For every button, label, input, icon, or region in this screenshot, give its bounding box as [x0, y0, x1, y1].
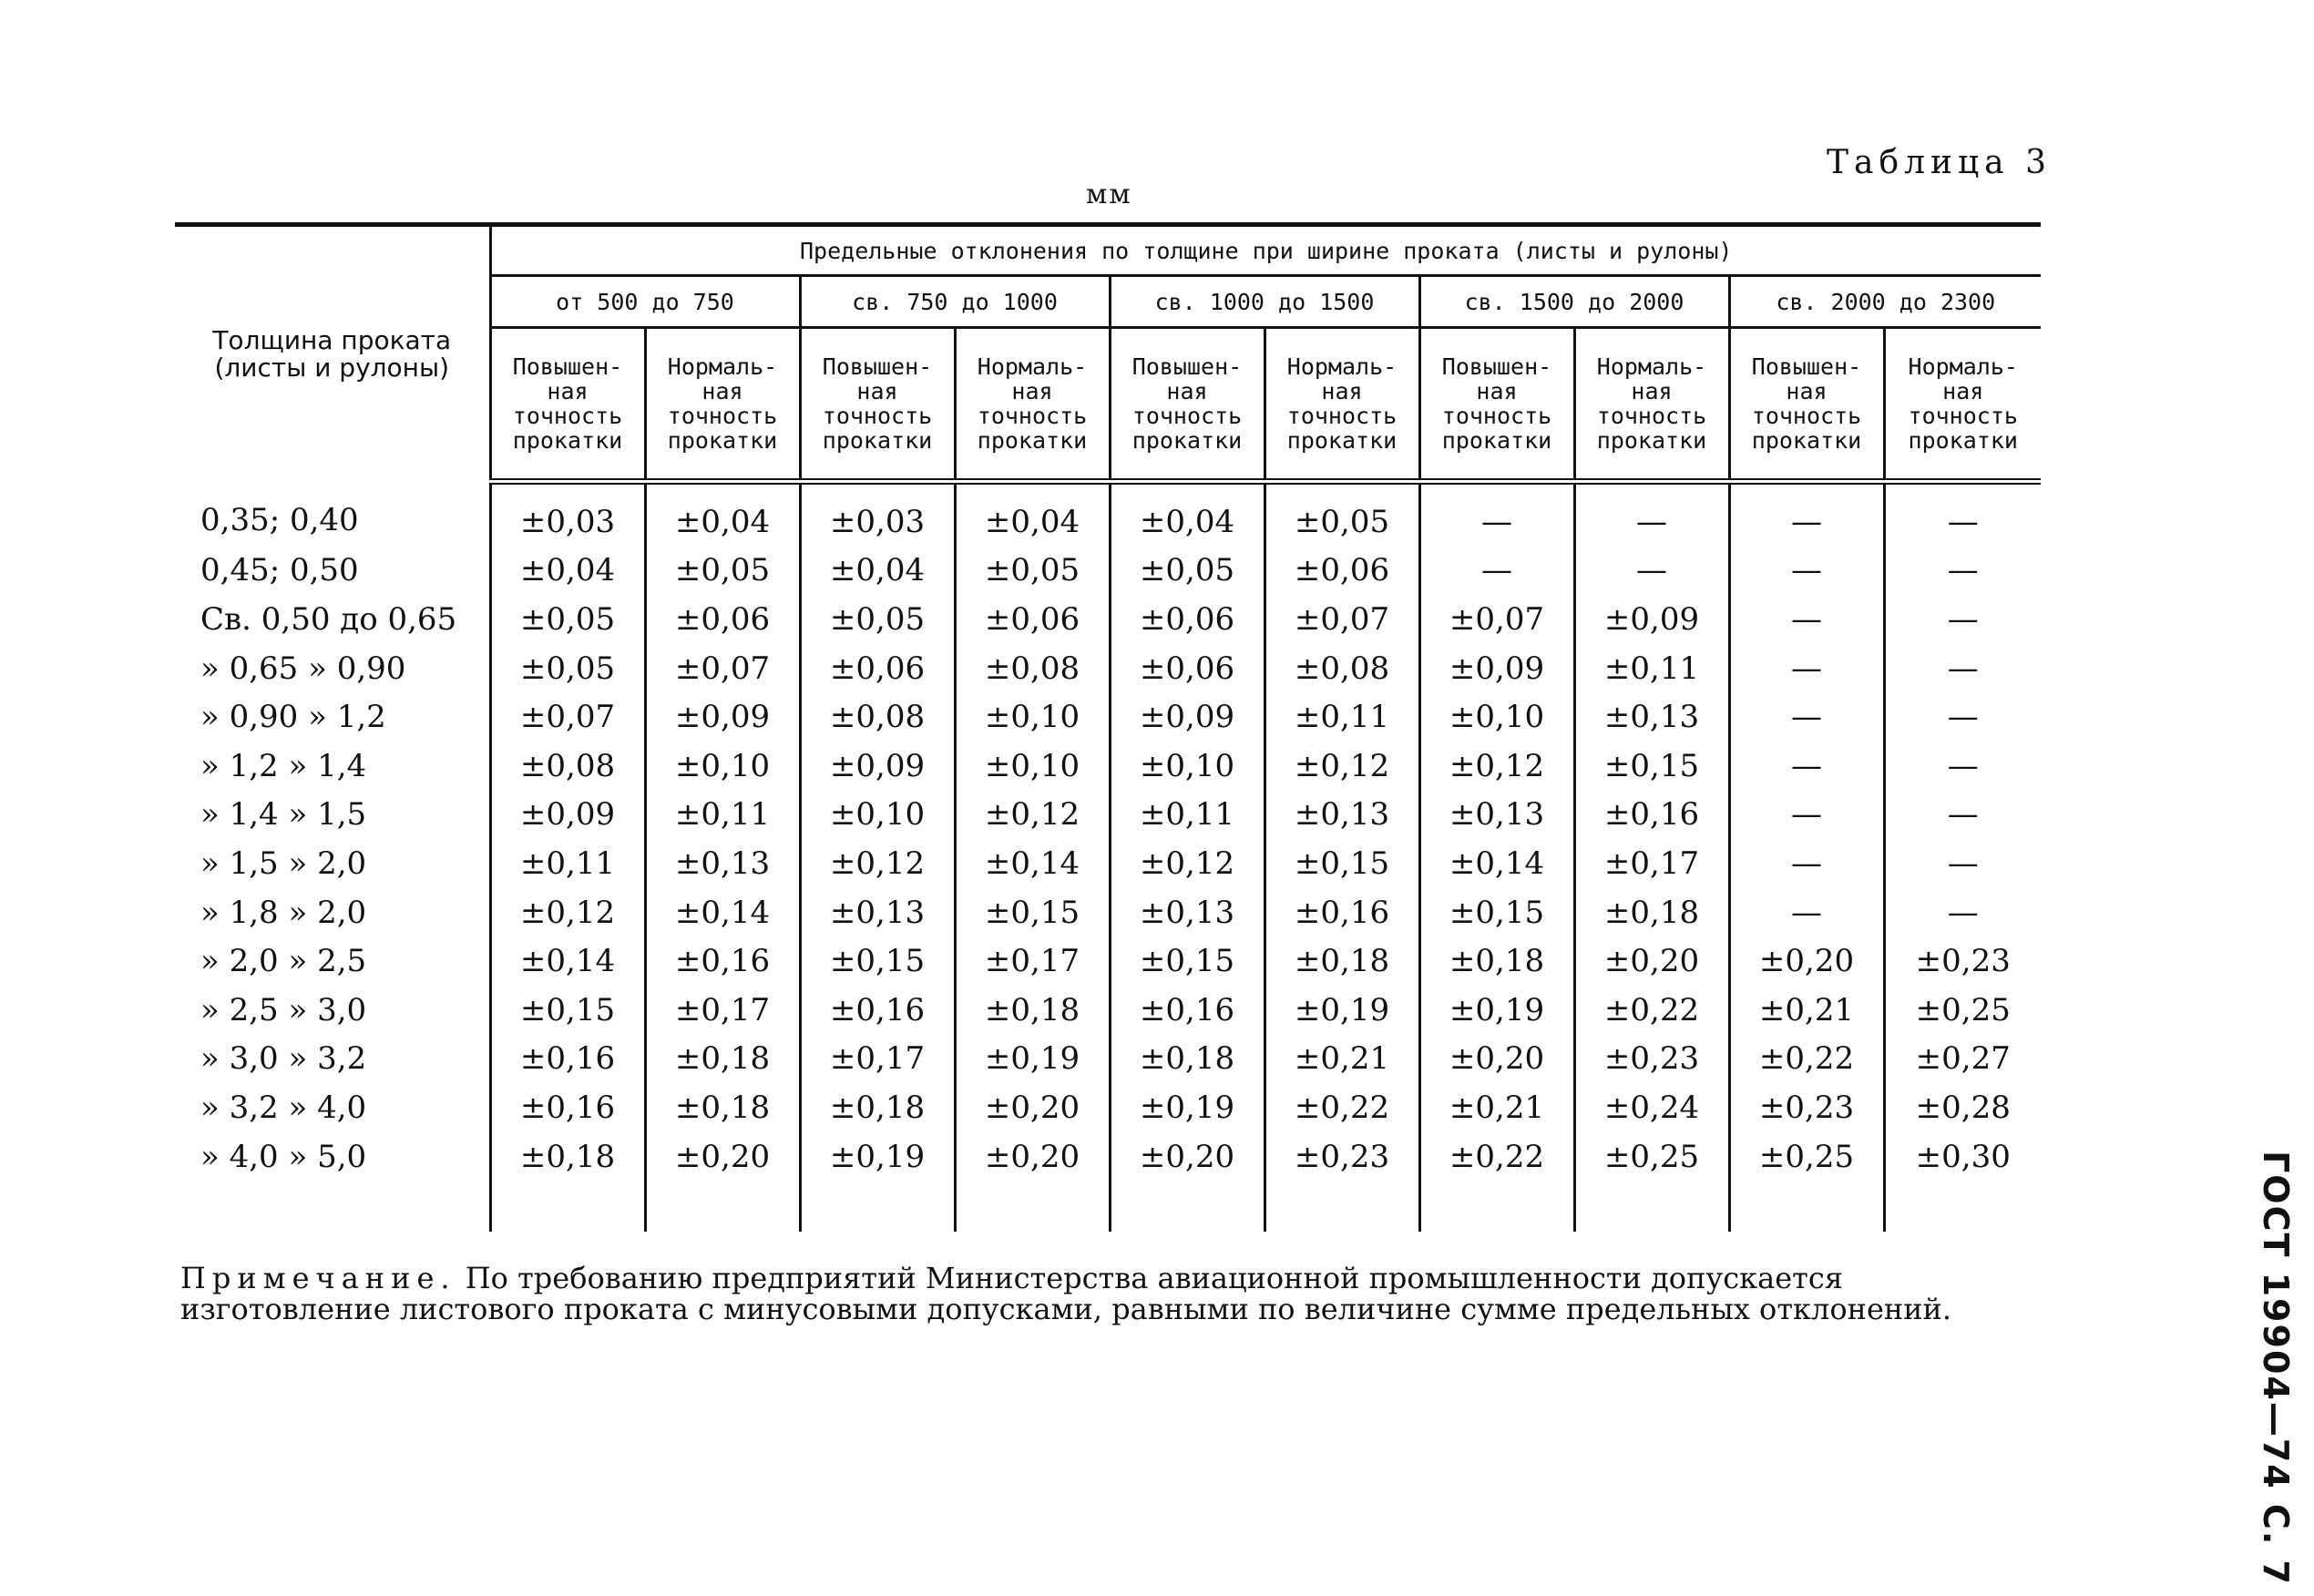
tolerance-cell: ±0,10 — [1419, 692, 1574, 742]
tolerance-cell: ±0,15 — [1419, 888, 1574, 937]
tolerance-cell: ±0,12 — [1419, 742, 1574, 791]
tolerance-cell: — — [1884, 692, 2041, 742]
tolerance-cell: ±0,16 — [1574, 791, 1729, 840]
empty-cell — [490, 1181, 645, 1232]
tolerance-cell: ±0,15 — [800, 936, 955, 986]
tolerance-cell: ±0,10 — [645, 742, 800, 791]
tolerance-cell: ±0,18 — [1110, 1035, 1265, 1084]
tolerance-cell: ±0,06 — [1110, 595, 1265, 644]
tolerance-cell: ±0,17 — [800, 1035, 955, 1084]
tolerance-cell: ±0,10 — [955, 742, 1110, 791]
tolerance-cell: — — [1419, 547, 1574, 596]
tolerance-cell: ±0,22 — [1574, 986, 1729, 1035]
tolerance-cell: ±0,11 — [645, 791, 800, 840]
tolerance-cell: ±0,08 — [800, 692, 955, 742]
empty-cell — [645, 1181, 800, 1232]
tolerance-cell: ±0,07 — [1419, 595, 1574, 644]
tolerance-cell: — — [1884, 888, 2041, 937]
tolerance-cell: ±0,09 — [645, 692, 800, 742]
note-heading: Примечание. — [180, 1261, 456, 1295]
tolerance-cell: ±0,18 — [645, 1035, 800, 1084]
empty-cell — [1729, 1181, 1884, 1232]
tolerance-cell: ±0,22 — [1265, 1083, 1419, 1132]
tolerance-cell: ±0,13 — [1574, 692, 1729, 742]
tolerance-cell: ±0,21 — [1419, 1083, 1574, 1132]
tolerance-cell: ±0,03 — [800, 482, 955, 547]
tolerance-cell: ±0,15 — [1265, 839, 1419, 888]
header-width-range: св. 750 до 1000 — [800, 276, 1110, 328]
empty-cell — [1884, 1181, 2041, 1232]
tolerance-cell: ±0,18 — [490, 1132, 645, 1182]
tolerance-cell: ±0,20 — [645, 1132, 800, 1182]
tolerance-cell: ±0,05 — [490, 595, 645, 644]
empty-cell — [1574, 1181, 1729, 1232]
tolerance-cell: ±0,06 — [645, 595, 800, 644]
thickness-cell: 0,45; 0,50 — [200, 552, 359, 589]
tolerance-cell: ±0,04 — [1110, 482, 1265, 547]
thickness-cell: » 1,8 » 2,0 — [200, 894, 367, 931]
tolerance-cell: — — [1884, 791, 2041, 840]
tolerance-cell: ±0,11 — [1265, 692, 1419, 742]
tolerance-cell: ±0,17 — [645, 986, 800, 1035]
tolerance-cell: ±0,20 — [1419, 1035, 1574, 1084]
tolerance-cell: ±0,17 — [955, 936, 1110, 986]
tolerance-cell: — — [1884, 839, 2041, 888]
tolerance-cell: ±0,20 — [1110, 1132, 1265, 1182]
header-increased-precision: Повышен- ная точность прокатки — [800, 328, 955, 482]
header-main: Предельные отклонения по толщине при ширине проката (листы и рулоны) — [490, 225, 2041, 276]
tolerance-cell: — — [1729, 791, 1884, 840]
tolerance-cell: ±0,04 — [490, 547, 645, 596]
tolerance-cell: ±0,14 — [490, 936, 645, 986]
header-width-range: от 500 до 750 — [490, 276, 800, 328]
tolerance-cell: ±0,16 — [490, 1083, 645, 1132]
tolerance-cell: ±0,18 — [955, 986, 1110, 1035]
tolerance-cell: ±0,23 — [1884, 936, 2041, 986]
tolerance-cell: ±0,08 — [1265, 644, 1419, 693]
tolerance-cell: ±0,19 — [1265, 986, 1419, 1035]
header-width-range: св. 1500 до 2000 — [1419, 276, 1729, 328]
tolerance-cell: ±0,05 — [490, 644, 645, 693]
tolerance-cell: ±0,20 — [955, 1132, 1110, 1182]
table-row — [175, 644, 2041, 693]
table-row — [175, 547, 2041, 596]
tolerance-cell: ±0,14 — [645, 888, 800, 937]
table-row — [175, 936, 2041, 986]
tolerance-cell: ±0,09 — [490, 791, 645, 840]
tolerance-cell: ±0,18 — [645, 1083, 800, 1132]
tolerance-cell: ±0,09 — [1419, 644, 1574, 693]
standard-page-label: ГОСТ 19904—74 С. 7 — [2256, 1151, 2296, 1586]
tolerance-cell: ±0,06 — [955, 595, 1110, 644]
tolerance-cell: ±0,07 — [1265, 595, 1419, 644]
tolerance-cell: ±0,05 — [955, 547, 1110, 596]
thickness-cell: » 1,5 » 2,0 — [200, 844, 367, 882]
header-increased-precision: Повышен- ная точность прокатки — [1419, 328, 1574, 482]
tolerance-cell: ±0,23 — [1265, 1132, 1419, 1182]
tolerance-cell: — — [1574, 547, 1729, 596]
tolerance-cell: ±0,10 — [800, 791, 955, 840]
tolerance-cell: ±0,13 — [1265, 791, 1419, 840]
header-normal-precision: Нормаль- ная точность прокатки — [1574, 328, 1729, 482]
tolerance-cell: ±0,13 — [1110, 888, 1265, 937]
tolerance-cell: ±0,07 — [645, 644, 800, 693]
tolerance-cell: ±0,16 — [1265, 888, 1419, 937]
tolerance-cell: ±0,12 — [955, 791, 1110, 840]
table-row — [175, 1083, 2041, 1132]
tolerance-cell: — — [1729, 547, 1884, 596]
tolerance-cell: ±0,06 — [800, 644, 955, 693]
tolerance-cell: — — [1884, 644, 2041, 693]
tolerance-cell: ±0,04 — [955, 482, 1110, 547]
tolerance-cell: ±0,19 — [1110, 1083, 1265, 1132]
header-normal-precision: Нормаль- ная точность прокатки — [645, 328, 800, 482]
empty-cell — [1419, 1181, 1574, 1232]
thickness-cell: » 4,0 » 5,0 — [200, 1138, 367, 1175]
unit-label: мм — [1086, 179, 1132, 210]
tolerance-cell: ±0,15 — [490, 986, 645, 1035]
tolerance-cell: ±0,24 — [1574, 1083, 1729, 1132]
tolerance-cell: ±0,11 — [1574, 644, 1729, 693]
thickness-cell: » 2,0 » 2,5 — [200, 943, 367, 980]
header-increased-precision: Повышен- ная точность прокатки — [490, 328, 645, 482]
tolerance-cell: ±0,18 — [800, 1083, 955, 1132]
tolerance-cell: ±0,12 — [490, 888, 645, 937]
table-row — [175, 839, 2041, 888]
tolerance-cell: ±0,04 — [800, 547, 955, 596]
tolerance-cell: ±0,15 — [955, 888, 1110, 937]
thickness-cell: » 0,90 » 1,2 — [200, 699, 386, 736]
tolerance-cell: — — [1729, 742, 1884, 791]
table-row — [175, 692, 2041, 742]
table-row — [175, 595, 2041, 644]
tolerance-cell: ±0,13 — [1419, 791, 1574, 840]
header-normal-precision: Нормаль- ная точность прокатки — [955, 328, 1110, 482]
tolerance-cell: ±0,05 — [645, 547, 800, 596]
tolerance-cell: ±0,09 — [800, 742, 955, 791]
empty-cell — [800, 1181, 955, 1232]
tolerance-cell: ±0,25 — [1574, 1132, 1729, 1182]
tolerance-cell: ±0,06 — [1110, 644, 1265, 693]
tolerance-cell: — — [1884, 547, 2041, 596]
empty-cell — [1265, 1181, 1419, 1232]
tolerance-cell: ±0,25 — [1884, 986, 2041, 1035]
tolerance-table — [175, 222, 2041, 1232]
tolerance-cell: — — [1574, 482, 1729, 547]
tolerance-cell: ±0,16 — [800, 986, 955, 1035]
tolerance-cell: ±0,03 — [490, 482, 645, 547]
tolerance-cell: ±0,05 — [1110, 547, 1265, 596]
header-normal-precision: Нормаль- ная точность прокатки — [1265, 328, 1419, 482]
tolerance-cell: — — [1884, 742, 2041, 791]
table-caption: Таблица 3 — [1827, 144, 2052, 181]
table-row — [175, 888, 2041, 937]
note — [180, 1263, 2048, 1325]
tolerance-cell: ±0,09 — [1110, 692, 1265, 742]
tolerance-cell: — — [1729, 839, 1884, 888]
table-row — [175, 1035, 2041, 1084]
tolerance-cell: ±0,12 — [800, 839, 955, 888]
tolerance-cell: ±0,05 — [1265, 482, 1419, 547]
tolerance-cell: ±0,16 — [490, 1035, 645, 1084]
tolerance-cell: ±0,30 — [1884, 1132, 2041, 1182]
table-row — [175, 742, 2041, 791]
tolerance-cell: ±0,20 — [1729, 936, 1884, 986]
tolerance-cell: ±0,15 — [1574, 742, 1729, 791]
tolerance-cell: ±0,20 — [1574, 936, 1729, 986]
tolerance-cell: ±0,09 — [1574, 595, 1729, 644]
header-normal-precision: Нормаль- ная точность прокатки — [1884, 328, 2041, 482]
tolerance-cell: ±0,18 — [1574, 888, 1729, 937]
thickness-cell: » 3,0 » 3,2 — [200, 1040, 367, 1078]
tolerance-cell: ±0,28 — [1884, 1083, 2041, 1132]
tolerance-cell: ±0,15 — [1110, 936, 1265, 986]
tolerance-cell: ±0,07 — [490, 692, 645, 742]
tolerance-cell: — — [1729, 482, 1884, 547]
empty-cell — [175, 1181, 490, 1232]
tolerance-cell: ±0,19 — [1419, 986, 1574, 1035]
tolerance-cell: ±0,17 — [1574, 839, 1729, 888]
tolerance-cell: ±0,22 — [1729, 1035, 1884, 1084]
header-thickness: Толщина проката (листы и рулоны) — [212, 324, 452, 383]
tolerance-cell: ±0,11 — [490, 839, 645, 888]
tolerance-cell: ±0,16 — [1110, 986, 1265, 1035]
tolerance-cell: ±0,04 — [645, 482, 800, 547]
thickness-cell: » 2,5 » 3,0 — [200, 991, 367, 1028]
tolerance-cell: ±0,14 — [1419, 839, 1574, 888]
tolerance-cell: ±0,08 — [955, 644, 1110, 693]
tolerance-cell: ±0,25 — [1729, 1132, 1884, 1182]
tolerance-cell: — — [1729, 595, 1884, 644]
tolerance-cell: ±0,06 — [1265, 547, 1419, 596]
tolerance-cell: ±0,21 — [1265, 1035, 1419, 1084]
tolerance-cell: — — [1729, 888, 1884, 937]
tolerance-cell: ±0,23 — [1729, 1083, 1884, 1132]
tolerance-cell: ±0,18 — [1419, 936, 1574, 986]
tolerance-cell: — — [1419, 482, 1574, 547]
tolerance-cell: — — [1729, 692, 1884, 742]
tolerance-cell: — — [1884, 595, 2041, 644]
tolerance-cell: ±0,16 — [645, 936, 800, 986]
tolerance-cell: ±0,23 — [1574, 1035, 1729, 1084]
tolerance-cell: ±0,12 — [1110, 839, 1265, 888]
header-increased-precision: Повышен- ная точность прокатки — [1110, 328, 1265, 482]
tolerance-cell: ±0,21 — [1729, 986, 1884, 1035]
header-width-range: св. 1000 до 1500 — [1110, 276, 1419, 328]
table-row — [175, 986, 2041, 1035]
tolerance-cell: ±0,05 — [800, 595, 955, 644]
tolerance-cell: ±0,08 — [490, 742, 645, 791]
tolerance-cell: ±0,14 — [955, 839, 1110, 888]
thickness-cell: » 1,2 » 1,4 — [200, 747, 367, 784]
thickness-cell: » 1,4 » 1,5 — [200, 796, 367, 834]
tolerance-cell: — — [1729, 644, 1884, 693]
tolerance-cell: ±0,27 — [1884, 1035, 2041, 1084]
tolerance-cell: — — [1884, 482, 2041, 547]
tolerance-cell: ±0,19 — [955, 1035, 1110, 1084]
tolerance-cell: ±0,13 — [800, 888, 955, 937]
tolerance-cell: ±0,20 — [955, 1083, 1110, 1132]
header-increased-precision: Повышен- ная точность прокатки — [1729, 328, 1884, 482]
thickness-cell: 0,35; 0,40 — [200, 502, 359, 539]
tolerance-cell: ±0,22 — [1419, 1132, 1574, 1182]
table-row — [175, 482, 2041, 547]
tolerance-cell: ±0,19 — [800, 1132, 955, 1182]
thickness-cell: » 0,65 » 0,90 — [200, 650, 406, 687]
empty-cell — [1110, 1181, 1265, 1232]
table-spacer-row — [175, 1181, 2041, 1232]
empty-cell — [955, 1181, 1110, 1232]
tolerance-cell: ±0,18 — [1265, 936, 1419, 986]
tolerance-cell: ±0,10 — [955, 692, 1110, 742]
note-text: По требованию предприятий Министерства авиационной промышленности допускается изготовление листового проката с минусовыми допусками, равными по величине сумме предельных отклонений. — [180, 1261, 1952, 1326]
header-width-range: св. 2000 до 2300 — [1729, 276, 2041, 328]
thickness-cell: Св. 0,50 до 0,65 — [200, 600, 457, 638]
tolerance-cell: ±0,10 — [1110, 742, 1265, 791]
table-row — [175, 1132, 2041, 1182]
thickness-cell: » 3,2 » 4,0 — [200, 1089, 367, 1126]
tolerance-cell: ±0,11 — [1110, 791, 1265, 840]
tolerance-cell: ±0,13 — [645, 839, 800, 888]
tolerance-cell: ±0,12 — [1265, 742, 1419, 791]
table-row — [175, 791, 2041, 840]
